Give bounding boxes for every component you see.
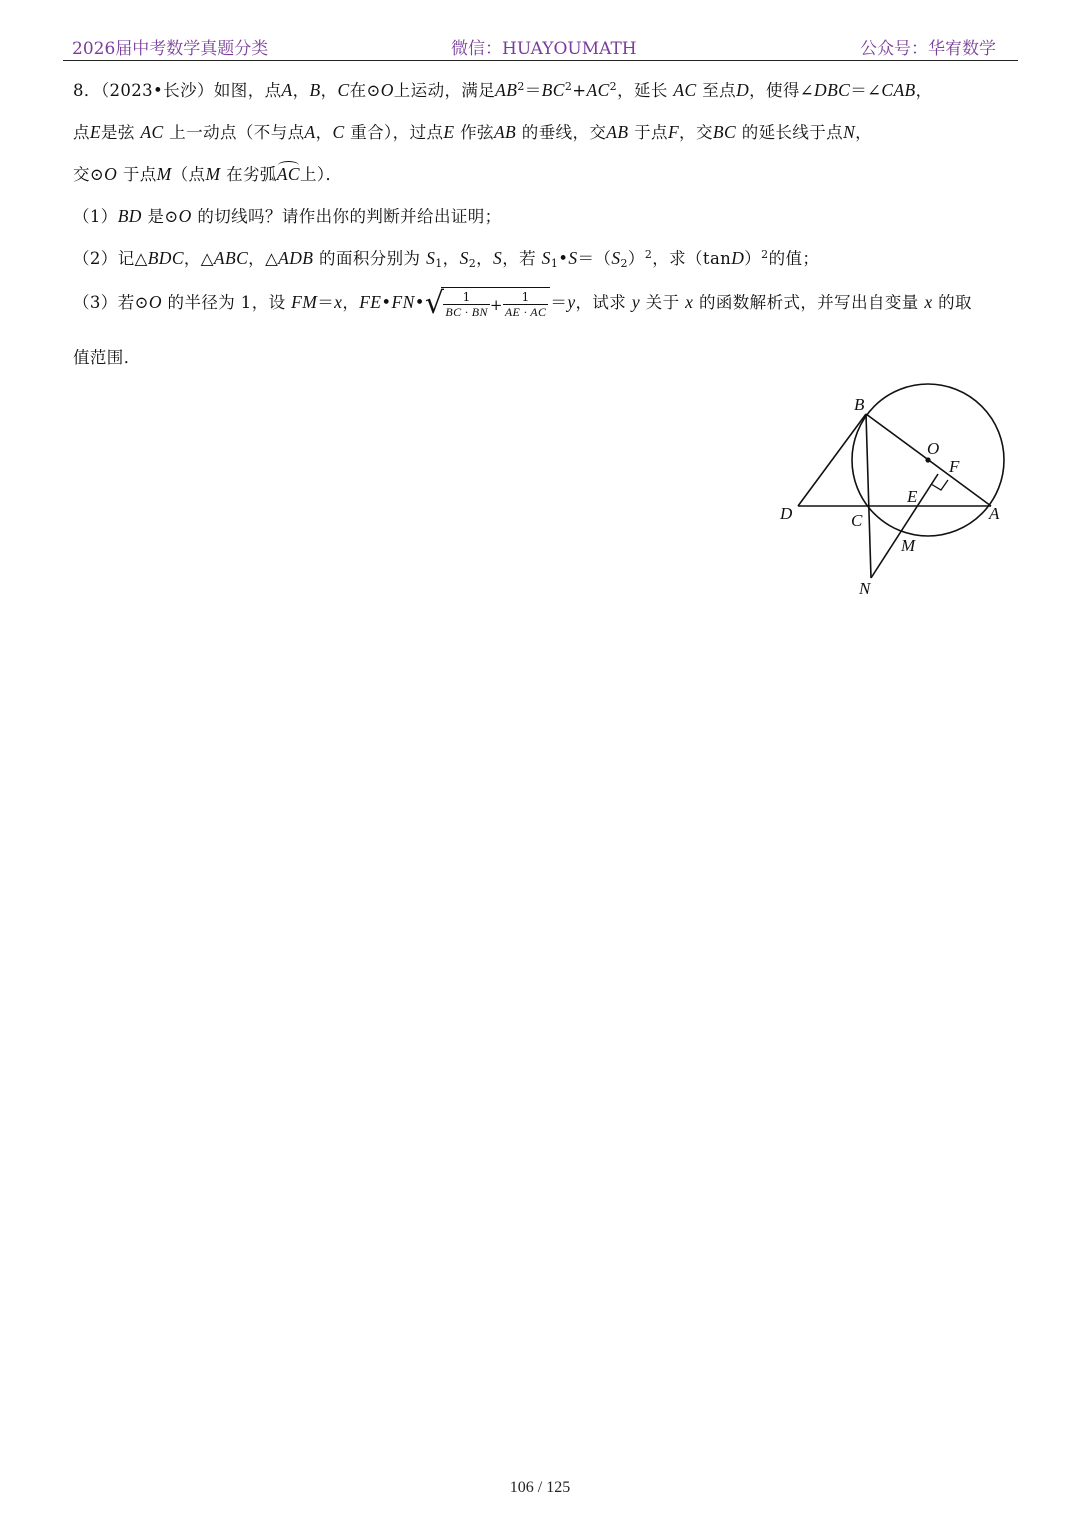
stem-text: 点 [73,123,90,142]
stem-text: 的切线吗？请作出你的判断并给出证明； [197,207,502,226]
page-footer [0,1479,1080,1497]
var-S: S [426,248,436,268]
superscript: 2 [517,80,525,93]
var-FE: FE [359,292,382,312]
stem-text: 是弦 [101,123,135,142]
stem-text: ， [855,123,873,142]
stem-text: ＝∠ [850,81,882,100]
stem-text: 在劣弧 [226,165,277,184]
plus-sign: + [489,296,503,314]
var-FM: FM [291,292,318,312]
subscript: 2 [468,257,477,270]
label-F: F [949,457,960,476]
arc-AC: AC [276,164,300,184]
stem-text: ） [627,249,645,268]
subscript: 1 [550,257,559,270]
var-D: D [731,248,745,268]
stem-text: ＝（ [577,249,612,268]
var-M: M [205,164,221,184]
sqrt-radicand [441,287,550,320]
fraction-2 [503,290,549,320]
label-N: N [859,579,871,598]
var-A: A [281,80,293,100]
label-B: B [854,395,865,414]
var-AB: AB [493,122,517,142]
stem-text: • [558,249,569,268]
stem-text: 的值； [768,249,820,268]
var-AC: AC [140,122,164,142]
problem-stem-line3 [73,161,342,185]
var-E: E [89,122,101,142]
var-AC: AC [673,80,697,100]
stem-text: 的面积分别为 [319,249,421,268]
var-ABC: ABC [213,248,249,268]
stem-text: ＝ [550,293,568,312]
label-O: O [927,439,940,458]
fraction-denominator: BC · BN [445,305,488,319]
var-DBC: DBC [814,80,851,100]
sqrt-icon: √ [424,285,445,321]
stem-text: 的延长线于点 [741,123,844,142]
stem-text: ， [442,249,460,268]
part-1 [73,203,502,227]
stem-text: ，交 [679,123,713,142]
stem-text: 关于 [645,293,680,312]
label-E: E [907,487,918,506]
fraction-denominator: AE · AC [504,305,547,319]
var-S: S [568,248,578,268]
stem-text: ，求（tan [652,249,732,268]
var-S: S [611,248,621,268]
var-x: x [334,292,343,312]
stem-text: 于点 [122,165,157,184]
stem-text: • [414,293,425,312]
var-A: A [304,122,316,142]
page-total: 125 [546,1479,571,1496]
stem-text: ， [476,249,494,268]
stem-text: 的垂线，交 [521,123,607,142]
stem-text: 记△ [117,249,148,268]
stem-text: ，延长 [617,81,668,100]
stem-text: 上一动点（不与点 [169,123,305,142]
superscript: 2 [761,248,769,261]
stem-text: ＝ [524,81,542,100]
segment-FN [871,474,938,578]
label-C: C [851,511,863,530]
sqrt-expression [425,287,551,320]
page-header [63,32,1018,61]
stem-text: ，若 [502,249,537,268]
var-O: O [104,164,118,184]
var-FN: FN [391,292,415,312]
var-AC: AC [586,80,610,100]
var-x: x [924,292,933,312]
part-2 [73,245,819,269]
var-D: D [736,80,750,100]
fraction-numerator: 1 [503,290,549,305]
var-B: B [309,80,321,100]
label-A: A [989,504,1000,523]
header-account: 公众号：华宥数学 [860,39,996,59]
var-ADB: ADB [278,248,314,268]
superscript: 2 [644,248,653,261]
stem-text: 的半径为 1，设 [167,293,286,312]
page-number: 106 [509,1479,534,1496]
var-C: C [337,80,350,100]
stem-text: ，△ [248,249,279,268]
stem-text: （点 [171,165,206,184]
subscript: 1 [435,257,443,270]
geometry-diagram [760,378,1030,608]
stem-text: 的取 [938,293,972,312]
var-O: O [148,292,162,312]
problem-stem-line1: 8．（2023•长沙）如图，点A，B，C在⊙O上运动，满足$AB^2=BC^2+AC^2$，延长 AC 至点D，使得∠DBC＝∠CAB， [73,80,933,100]
var-AB: AB [495,80,518,100]
label-M: M [901,536,916,555]
center-dot [925,457,930,462]
stem-text: 上运动，满足 [393,81,496,100]
page-separator: / [537,1479,543,1496]
part-label: （1） [73,207,118,226]
stem-text: 值范围． [73,348,141,367]
stem-text: 在⊙ [349,81,381,100]
stem-text: ，使得∠ [749,81,815,100]
stem-text: • [381,293,392,312]
header-wechat: 微信：HUAYOUMATH [451,39,637,59]
stem-text: ，△ [183,249,214,268]
superscript: 2 [609,80,618,93]
var-AB: AB [606,122,629,142]
var-S: S [493,248,503,268]
var-C: C [332,122,345,142]
var-O: O [178,206,192,226]
stem-text: 若⊙ [117,293,149,312]
stem-text: ， [342,293,360,312]
superscript: 2 [564,80,573,93]
fraction-1 [443,290,489,320]
var-y: y [567,292,576,312]
part-3-line2 [73,344,141,368]
var-O: O [380,80,394,100]
part-label: （3） [73,293,118,312]
var-S: S [541,248,551,268]
problem-source: （2023•长沙） [100,81,214,100]
segment-BD [798,414,866,506]
stem-text: + [572,81,587,100]
problem-stem-line2: 点E是弦 AC 上一动点（不与点A，C 重合），过点E 作弦AB 的垂线，交AB 于点F，交BC 的延长线于点N， [73,122,873,142]
part-label: （2） [73,249,118,268]
var-BC: BC [712,122,737,142]
var-y: y [631,292,641,312]
var-x: x [685,292,694,312]
header-title: 2026届中考数学真题分类 [72,39,269,59]
problem-number: 8． [73,81,101,100]
stem-text: 交⊙ [73,165,105,184]
stem-text: 上）． [299,165,343,184]
stem-text: ， [915,81,933,100]
var-BDC: BDC [147,248,184,268]
stem-text: ） [744,249,762,268]
stem-text: ，试求 [575,293,627,312]
stem-text: 如图，点 [213,81,282,100]
stem-text: ＝ [317,293,335,312]
stem-text: 至点 [702,81,737,100]
label-D: D [780,504,793,523]
stem-text: 的函数解析式，并写出自变量 [698,293,919,312]
var-BC: BC [541,80,565,100]
stem-text: 作弦 [460,123,494,142]
fraction-numerator: 1 [443,290,489,305]
stem-text: 重合），过点 [350,123,444,142]
stem-text: 于点 [634,123,668,142]
var-S: S [459,248,469,268]
var-M: M [156,164,172,184]
part-3 [73,287,972,320]
var-E: E [443,122,455,142]
var-BD: BD [117,206,142,226]
stem-text: 是⊙ [147,207,179,226]
var-CAB: CAB [881,80,916,100]
segment-BN [866,414,871,578]
var-F: F [667,122,680,142]
var-N: N [843,122,856,142]
subscript: 2 [620,257,628,270]
